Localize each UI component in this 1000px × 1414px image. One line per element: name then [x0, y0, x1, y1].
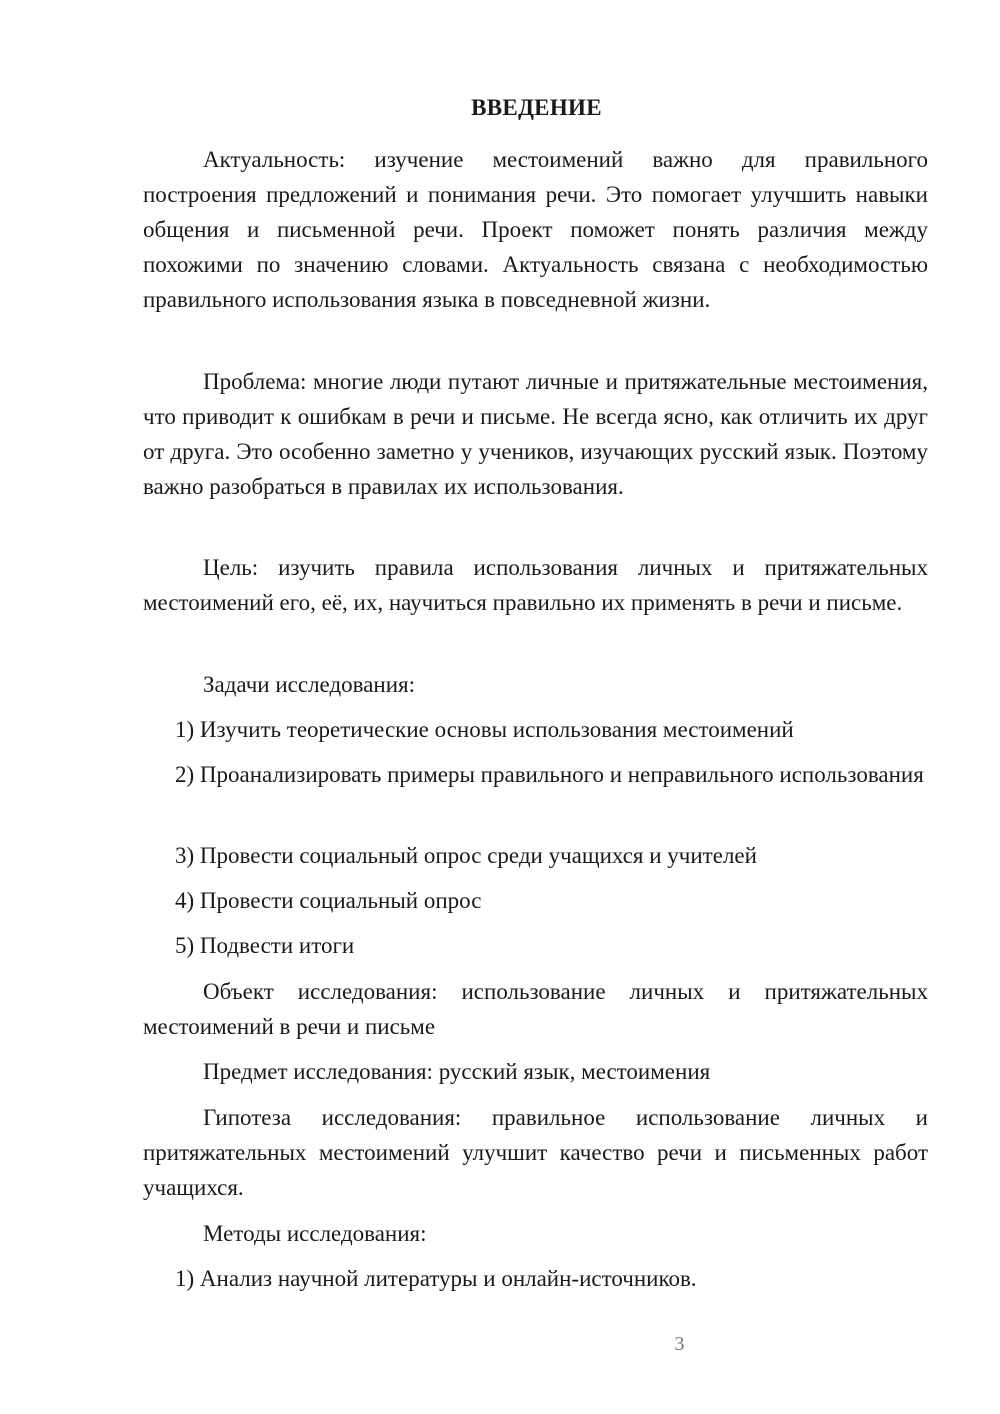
- hypothesis-paragraph: Гипотеза исследования: правильное использование личных и притяжательных местоимений улучшит качество речи и письменных работ учащихся.: [143, 1105, 928, 1200]
- object-paragraph: Объект исследования: использование личных и притяжательных местоимений в речи и письме: [143, 979, 928, 1039]
- method-item: 1) Анализ научной литературы и онлайн-источников.: [175, 1266, 697, 1291]
- task-item: 2) Проанализировать примеры правильного и неправильного использования: [175, 762, 924, 787]
- relevance-paragraph: Актуальность: изучение местоимений важно для правильного построения предложений и понимания речи. Это помогает улучшить навыки общения и письменной речи. Проект поможет понять различия между похожими по значению словами. Актуальность связана с необходимостью правильного использования языка в повседневной жизни.: [143, 147, 928, 312]
- task-item: 5) Подвести итоги: [175, 933, 355, 958]
- subject-paragraph: Предмет исследования: русский язык, местоимения: [203, 1059, 711, 1084]
- task-item: 1) Изучить теоретические основы использования местоимений: [175, 717, 794, 742]
- methods-heading: Методы исследования:: [203, 1221, 427, 1246]
- page-number: 3: [674, 1333, 685, 1355]
- tasks-heading: Задачи исследования:: [203, 672, 416, 697]
- problem-paragraph: Проблема: многие люди путают личные и притяжательные местоимения, что приводит к ошибкам в речи и письме. Не всегда ясно, как отличить их друг от друга. Это особенно заметно у учеников, изучающих русский язык. Поэтому важно разобраться в правилах их использования.: [143, 369, 928, 499]
- goal-paragraph: Цель: изучить правила использования личных и притяжательных местоимений его, её, их, научиться правильно их применять в речи и письме.: [143, 555, 928, 615]
- section-title: ВВЕДЕНИЕ: [471, 95, 602, 120]
- task-item: 3) Провести социальный опрос среди учащихся и учителей: [175, 843, 757, 868]
- task-item: 4) Провести социальный опрос: [175, 888, 482, 913]
